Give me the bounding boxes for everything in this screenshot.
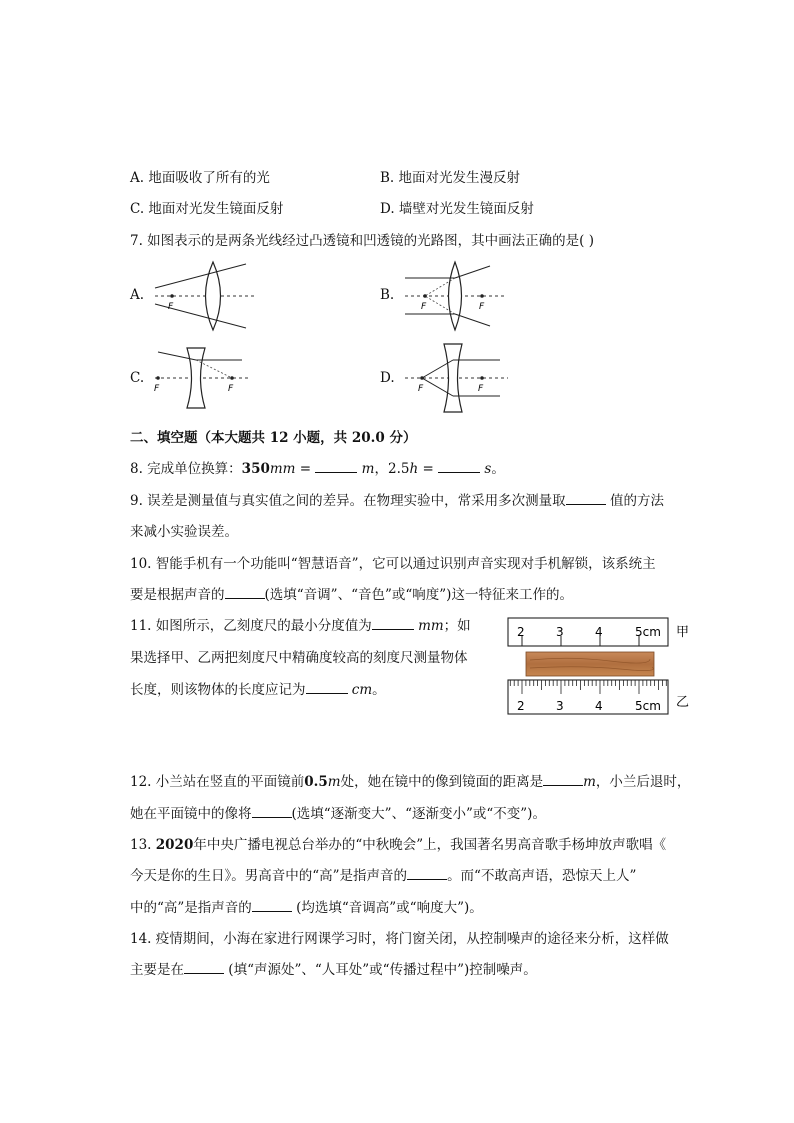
q12-blank-1[interactable]	[543, 773, 583, 786]
q11-unit-2: cm	[351, 682, 373, 698]
q12-text-2a: 她在平面镜中的像将	[130, 806, 252, 822]
ruler-label-jia: 甲	[676, 625, 690, 640]
ruler-label-yi: 乙	[676, 695, 690, 710]
q12-text-1b: 处，她在镜中的像到镜面的距离是	[340, 774, 544, 790]
ruler-yi-tick-2: 2	[517, 699, 525, 713]
q9-line-1	[130, 489, 664, 509]
q11-text-3b: 。	[372, 682, 386, 698]
q8-unit-2: m	[361, 461, 375, 477]
q8-unit-3: h	[409, 461, 419, 477]
q7-label-b: B.	[380, 287, 395, 303]
q8-sep: ，	[374, 461, 388, 477]
q7-label-a: A.	[130, 287, 145, 303]
q13-text-2b: 。而“不敢高声语，恐惊天上人”	[447, 868, 637, 884]
q8-value-1: 350	[241, 461, 270, 477]
q7-d-focus-left: F	[418, 384, 424, 394]
q10-blank[interactable]	[225, 586, 265, 599]
ruler-yi-tick-5: 5cm	[635, 699, 661, 713]
q8-eq-2: =	[418, 461, 439, 477]
q11-unit-1: mm	[418, 618, 444, 634]
ruler-jia-tick-4: 4	[595, 625, 603, 639]
q13-text-3b: (均选填“音调高”或“响度大”)。	[296, 900, 483, 916]
q11-blank-1[interactable]	[372, 617, 414, 630]
q8-blank-2[interactable]	[438, 460, 480, 473]
q7-b-focus-right: F	[479, 302, 485, 312]
q8-value-2: 2.5	[387, 461, 410, 477]
q12-line-2	[130, 802, 546, 822]
section-heading: 二、填空题（本大题共 12 小题，共 20.0 分）	[130, 430, 417, 446]
q7-diagram-d	[400, 342, 510, 416]
ruler-yi-tick-4: 4	[595, 699, 603, 713]
q14-text-2a: 主要是在	[130, 962, 184, 978]
q11-line-2: 果选择甲、乙两把刻度尺中精确度较高的刻度尺测量物体	[130, 650, 468, 666]
q14-text-2b: (填“声源处”、“人耳处”或“传播过程中”)控制噪声。	[228, 962, 537, 978]
ruler-yi-tick-3: 3	[556, 699, 564, 713]
wood-block	[526, 652, 654, 676]
q6-option-d: D. 墙壁对光发生镜面反射	[380, 201, 534, 217]
q8-unit-1: mm	[269, 461, 296, 477]
q7-label-d: D.	[380, 370, 395, 386]
q13-text-2a: 今天是你的生日》。男高音中的“高”是指声音的	[130, 868, 408, 884]
q10-line-2	[130, 583, 573, 603]
q12-line-1	[130, 770, 690, 790]
q7-label-c: C.	[130, 370, 145, 386]
q9-blank[interactable]	[566, 492, 606, 505]
q12-text-2b: (选填“逐渐变大”、“逐渐变小”或“不变”)。	[291, 806, 546, 822]
q10-text-2a: 要是根据声音的	[130, 587, 225, 603]
q7-stem: 7. 如图表示的是两条光线经过凸透镜和凹透镜的光路图，其中画法正确的是( )	[130, 233, 594, 249]
q8-blank-1[interactable]	[315, 460, 357, 473]
q7-b-focus-left: F	[421, 302, 427, 312]
q13-line-2	[130, 864, 636, 884]
q10-line-1: 10. 智能手机有一个功能叫“智慧语音”，它可以通过识别声音实现对手机解锁，该系统主	[130, 556, 656, 572]
q12-unit-m: m	[327, 774, 341, 790]
q13-line-1	[130, 833, 666, 853]
q9-text-1b: 值的方法	[609, 493, 664, 509]
ruler-jia-tick-2: 2	[517, 625, 525, 639]
q7-diagram-b	[400, 258, 510, 332]
ruler-jia-tick-5: 5cm	[635, 625, 661, 639]
q8-prefix: 8. 完成单位换算：	[130, 461, 242, 477]
q11-line-3	[130, 678, 386, 698]
q8-unit-4: s	[484, 461, 492, 477]
q7-c-focus-right: F	[228, 384, 234, 394]
q13-blank-1[interactable]	[407, 867, 447, 880]
q7-a-focus: F	[168, 302, 174, 312]
q8	[130, 457, 505, 477]
q12-text-1a: 12. 小兰站在竖直的平面镜前	[130, 774, 305, 790]
q11-text-1b: ；如	[443, 618, 471, 634]
q9-text-1a: 9. 误差是测量值与真实值之间的差异。在物理实验中，常采用多次测量取	[130, 493, 566, 509]
q13-text-1: 年中央广播电视总台举办的“中秋晚会”上，我国著名男高音歌手杨坤放声歌唱《	[193, 837, 667, 853]
q12-text-1c: ，小兰后退时，	[595, 774, 691, 790]
q10-text-2b: (选填“音调”、“音色”或“响度”)这一特征来工作的。	[264, 587, 573, 603]
q12-unit-m2: m	[583, 774, 596, 790]
q11-blank-2[interactable]	[306, 681, 348, 694]
q11-text-3a: 长度，则该物体的长度应记为	[130, 682, 306, 698]
q13-num: 13.	[130, 837, 156, 853]
ruler-figure	[500, 612, 700, 722]
q14-line-1: 14. 疫情期间，小海在家进行网课学习时，将门窗关闭，从控制噪声的途径来分析，这样做	[130, 931, 669, 947]
q7-d-focus-right: F	[478, 384, 484, 394]
q7-diagram-c	[150, 342, 260, 416]
q7-c-focus-left: F	[154, 384, 160, 394]
q9-line-2: 来减小实验误差。	[130, 524, 238, 540]
q6-option-b: B. 地面对光发生漫反射	[380, 170, 521, 186]
q7-diagram-a	[150, 258, 260, 332]
q11-line-1	[130, 614, 471, 634]
q13-text-3a: 中的“高”是指声音的	[130, 900, 252, 916]
q8-end: 。	[491, 461, 505, 477]
q11-text-1a: 11. 如图所示，乙刻度尺的最小分度值为	[130, 618, 372, 634]
q12-blank-2[interactable]	[252, 805, 292, 818]
q14-blank[interactable]	[184, 961, 224, 974]
q13-line-3	[130, 896, 483, 916]
q8-eq-1: =	[295, 461, 316, 477]
q13-year: 2020	[155, 837, 194, 853]
q14-line-2	[130, 958, 537, 978]
q6-option-c: C. 地面对光发生镜面反射	[130, 201, 284, 217]
q12-distance: 0.5	[304, 774, 328, 790]
ruler-jia-tick-3: 3	[556, 625, 564, 639]
q6-option-a: A. 地面吸收了所有的光	[130, 170, 270, 186]
q13-blank-2[interactable]	[252, 899, 292, 912]
